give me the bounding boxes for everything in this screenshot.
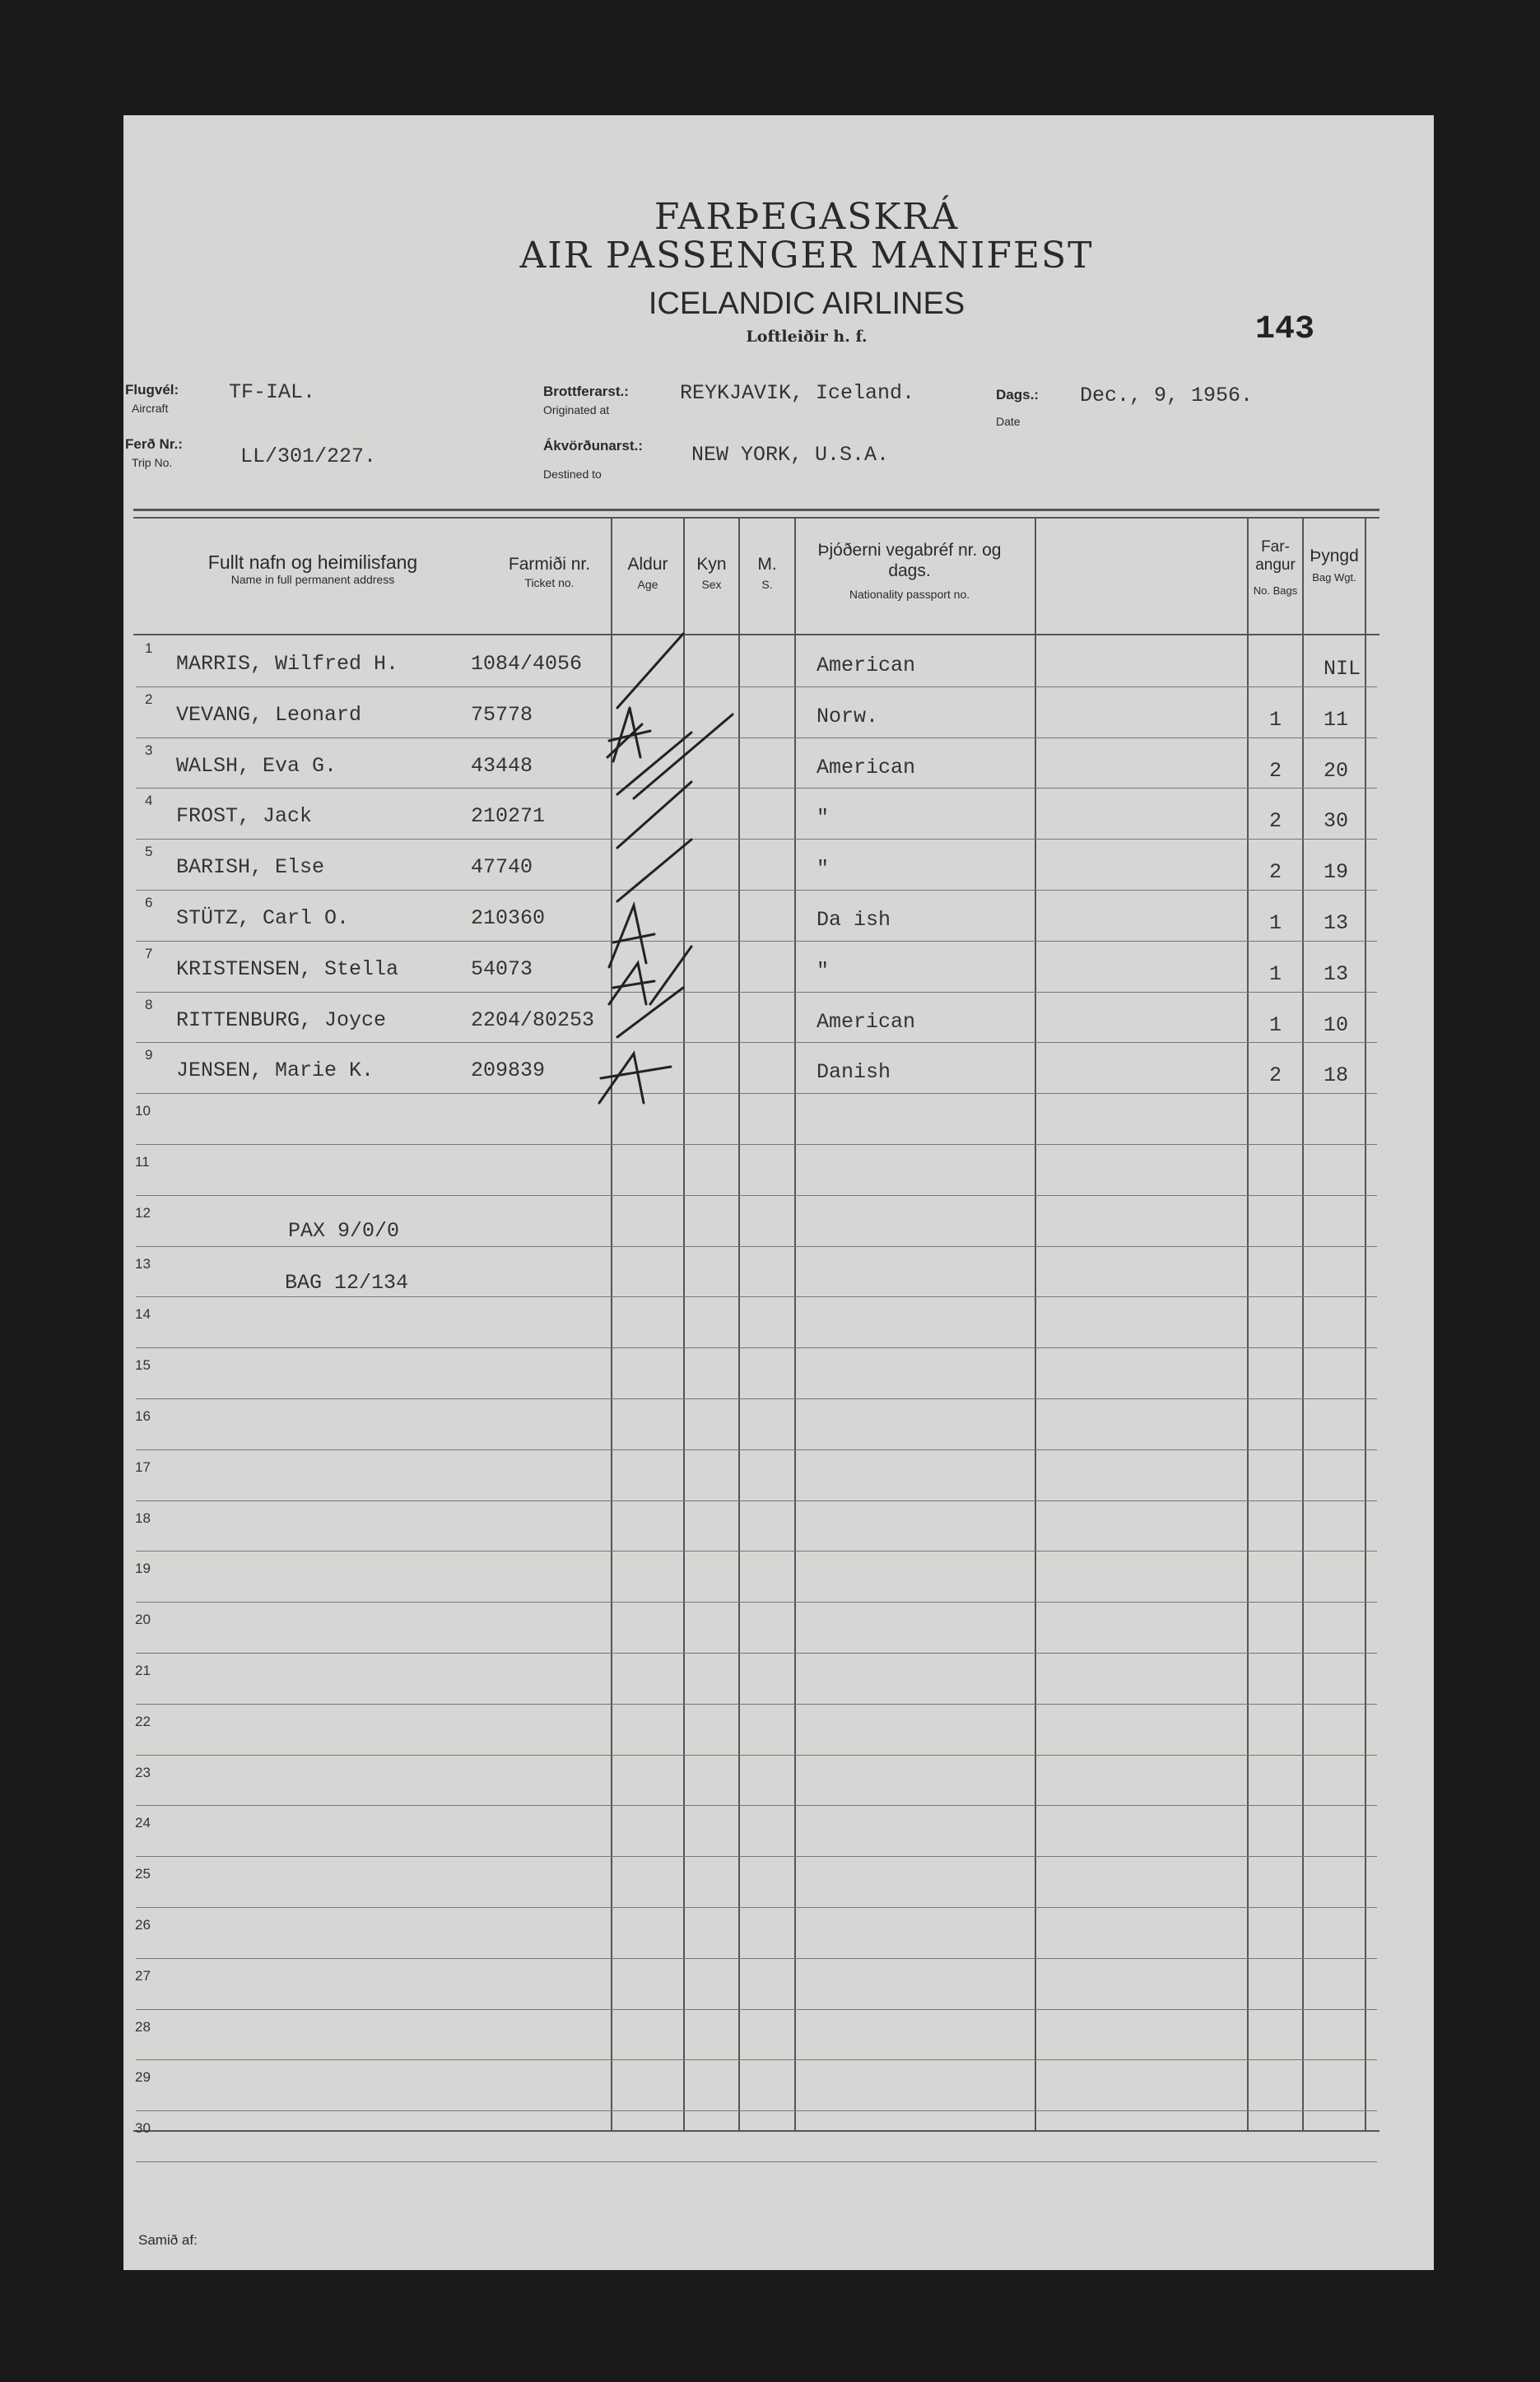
col-header-bags-en: No. Bags <box>1253 584 1298 597</box>
destination-value: NEW YORK, U.S.A. <box>691 443 890 467</box>
col-header-age: Aldur <box>627 555 668 574</box>
row-number: 18 <box>135 1510 151 1526</box>
cell-name: STÜTZ, Carl O. <box>176 906 350 930</box>
cell-nationality: " <box>817 857 830 882</box>
date-label: Dags.: <box>996 387 1039 402</box>
row-number: 11 <box>135 1154 150 1170</box>
row-rule <box>136 839 1377 840</box>
col-divider <box>1247 519 1249 2130</box>
cell-ticket: 210360 <box>471 906 546 930</box>
col-header-ticket-en: Ticket no. <box>524 576 575 589</box>
table-top-rule-2 <box>133 517 1379 519</box>
cell-nationality: American <box>817 755 916 779</box>
row-rule <box>136 1195 1377 1196</box>
row-rule <box>136 737 1377 738</box>
table-bottom-rule <box>133 2130 1379 2132</box>
row-rule <box>136 1602 1377 1603</box>
row-rule <box>136 1500 1377 1501</box>
row-rule <box>136 1093 1377 1094</box>
cell-name: KRISTENSEN, Stella <box>176 956 399 981</box>
cell-weight: 30 <box>1324 809 1349 834</box>
cell-nationality: " <box>817 958 830 983</box>
row-rule <box>136 1449 1377 1450</box>
cell-ticket: 54073 <box>471 956 533 981</box>
cell-num: 9 <box>145 1047 153 1063</box>
row-rule <box>136 1246 1377 1247</box>
cell-ticket: 1084/4056 <box>471 652 583 676</box>
page-number: 143 <box>1255 311 1315 348</box>
row-rule <box>136 1653 1377 1654</box>
row-rule <box>136 1704 1377 1705</box>
row-number: 30 <box>135 2120 151 2137</box>
row-rule <box>136 1907 1377 1908</box>
table-top-rule <box>133 509 1379 511</box>
airline-subtitle: Loftleiðir h. f. <box>746 328 868 346</box>
cell-name: WALSH, Eva G. <box>176 753 337 778</box>
col-divider <box>1302 519 1304 2130</box>
cell-bags: 1 <box>1269 961 1282 986</box>
row-rule <box>136 992 1377 993</box>
cell-num: 2 <box>145 691 153 707</box>
handwritten-checkmarks <box>568 617 749 1243</box>
cell-ticket: 75778 <box>471 702 533 727</box>
date-value: Dec., 9, 1956. <box>1080 384 1254 407</box>
row-rule <box>136 1856 1377 1857</box>
row-number: 10 <box>135 1103 151 1119</box>
col-header-nationality-en: Nationality passport no. <box>849 588 970 601</box>
title-icelandic: FARÞEGASKRÁ <box>654 196 960 238</box>
trip-value: LL/301/227. <box>240 444 377 468</box>
cell-weight: 13 <box>1324 911 1349 935</box>
col-header-name-en: Name in full permanent address <box>230 573 395 586</box>
row-rule <box>136 2161 1377 2162</box>
col-header-ms-en: S. <box>761 578 773 591</box>
cell-weight: 19 <box>1324 860 1349 885</box>
row-rule <box>136 1398 1377 1399</box>
row-rule <box>136 1805 1377 1806</box>
row-number: 24 <box>135 1815 151 1831</box>
row-rule <box>136 1958 1377 1959</box>
row-number: 15 <box>135 1357 151 1374</box>
col-header-sex: Kyn <box>696 555 727 574</box>
pax-total: PAX 9/0/0 <box>288 1219 400 1243</box>
cell-bags: 1 <box>1269 1012 1282 1037</box>
cell-nationality: Norw. <box>817 704 879 728</box>
trip-label-en: Trip No. <box>132 456 173 469</box>
col-header-bags: Far- angur <box>1255 538 1296 574</box>
cell-weight: 18 <box>1324 1063 1349 1088</box>
cell-weight: 10 <box>1324 1012 1349 1037</box>
origin-label-en: Originated at <box>543 403 610 416</box>
cell-num: 3 <box>145 742 153 758</box>
bag-total: BAG 12/134 <box>285 1271 409 1295</box>
aircraft-label: Flugvél: <box>125 382 179 398</box>
col-divider <box>1365 519 1366 2130</box>
cell-weight: NIL <box>1324 657 1361 681</box>
row-rule <box>136 2110 1377 2111</box>
cell-num: 5 <box>145 844 153 860</box>
cell-name: BARISH, Else <box>176 855 325 880</box>
row-number: 13 <box>135 1255 151 1272</box>
cell-bags: 2 <box>1269 809 1282 834</box>
row-rule <box>136 1144 1377 1145</box>
col-divider <box>1035 519 1036 2130</box>
cell-nationality: " <box>817 806 830 830</box>
row-number: 14 <box>135 1306 151 1323</box>
cell-name: VEVANG, Leonard <box>176 702 362 727</box>
cell-bags: 1 <box>1269 707 1282 732</box>
cell-name: RITTENBURG, Joyce <box>176 1007 387 1032</box>
row-rule <box>136 2009 1377 2010</box>
row-number: 20 <box>135 1612 151 1628</box>
cell-num: 1 <box>145 640 153 656</box>
row-rule <box>136 1347 1377 1348</box>
row-number: 27 <box>135 1967 151 1984</box>
row-number: 21 <box>135 1663 151 1678</box>
col-header-age-en: Age <box>637 578 658 591</box>
cell-nationality: American <box>817 654 916 677</box>
cell-num: 8 <box>145 996 153 1012</box>
row-rule <box>136 1296 1377 1297</box>
aircraft-value: TF-IAL. <box>229 380 316 404</box>
col-header-weight-en: Bag Wgt. <box>1312 571 1356 584</box>
cell-nationality: Da ish <box>817 908 891 932</box>
origin-value: REYKJAVIK, Iceland. <box>680 381 915 405</box>
row-rule <box>136 941 1377 942</box>
row-number: 29 <box>135 2069 151 2086</box>
cell-bags: 2 <box>1269 860 1282 885</box>
cell-nationality: Danish <box>817 1060 891 1085</box>
cell-num: 4 <box>145 793 153 809</box>
col-header-nationality: Þjóðerni vegabréf nr. og dags. <box>817 541 1002 580</box>
cell-num: 6 <box>145 895 153 910</box>
title-english: AIR PASSENGER MANIFEST <box>519 235 1094 277</box>
row-number: 19 <box>135 1561 151 1577</box>
row-rule <box>136 686 1377 687</box>
col-header-weight: Þyngd <box>1310 547 1359 565</box>
col-divider <box>794 519 796 2130</box>
cell-bags: 1 <box>1269 911 1282 935</box>
destination-label: Ákvörðunarst.: <box>543 438 643 454</box>
cell-ticket: 2204/80253 <box>471 1007 595 1032</box>
trip-label: Ferð Nr.: <box>125 436 183 452</box>
cell-weight: 11 <box>1324 707 1349 732</box>
cell-ticket: 209839 <box>471 1058 546 1083</box>
cell-ticket: 210271 <box>471 804 546 829</box>
cell-bags: 2 <box>1269 758 1282 783</box>
col-header-sex-en: Sex <box>701 578 722 591</box>
cell-ticket: 43448 <box>471 753 533 778</box>
aircraft-label-en: Aircraft <box>132 402 169 415</box>
row-number: 28 <box>135 2018 151 2035</box>
airline-name: ICELANDIC AIRLINES <box>648 286 965 321</box>
row-rule <box>136 788 1377 789</box>
row-rule <box>136 1755 1377 1756</box>
destination-label-en: Destined to <box>543 468 602 481</box>
row-number: 17 <box>135 1459 151 1475</box>
row-number: 12 <box>135 1204 151 1221</box>
cell-weight: 20 <box>1324 758 1349 783</box>
cell-ticket: 47740 <box>471 855 533 880</box>
date-label-en: Date <box>996 415 1021 428</box>
cell-bags: 2 <box>1269 1063 1282 1088</box>
cell-weight: 13 <box>1324 961 1349 986</box>
row-rule <box>136 2059 1377 2060</box>
signed-by-label: Samið af: <box>138 2232 198 2248</box>
row-number: 22 <box>135 1713 151 1729</box>
header-bottom-rule <box>133 634 1379 635</box>
row-number: 26 <box>135 1917 151 1933</box>
cell-name: JENSEN, Marie K. <box>176 1058 375 1083</box>
manifest-page <box>123 115 1434 2270</box>
cell-name: MARRIS, Wilfred H. <box>176 652 399 676</box>
cell-nationality: American <box>817 1009 916 1034</box>
cell-num: 7 <box>145 945 153 961</box>
origin-label: Brottferarst.: <box>543 384 629 399</box>
cell-name: FROST, Jack <box>176 804 313 829</box>
col-header-ms: M. <box>757 555 777 574</box>
row-number: 23 <box>135 1764 151 1780</box>
row-rule <box>136 1042 1377 1043</box>
row-rule <box>136 1551 1377 1552</box>
row-number: 25 <box>135 1866 151 1882</box>
col-header-name: Fullt nafn og heimilisfang <box>207 551 418 573</box>
row-number: 16 <box>135 1408 151 1424</box>
col-header-ticket: Farmiði nr. <box>508 555 591 574</box>
row-rule <box>136 890 1377 891</box>
